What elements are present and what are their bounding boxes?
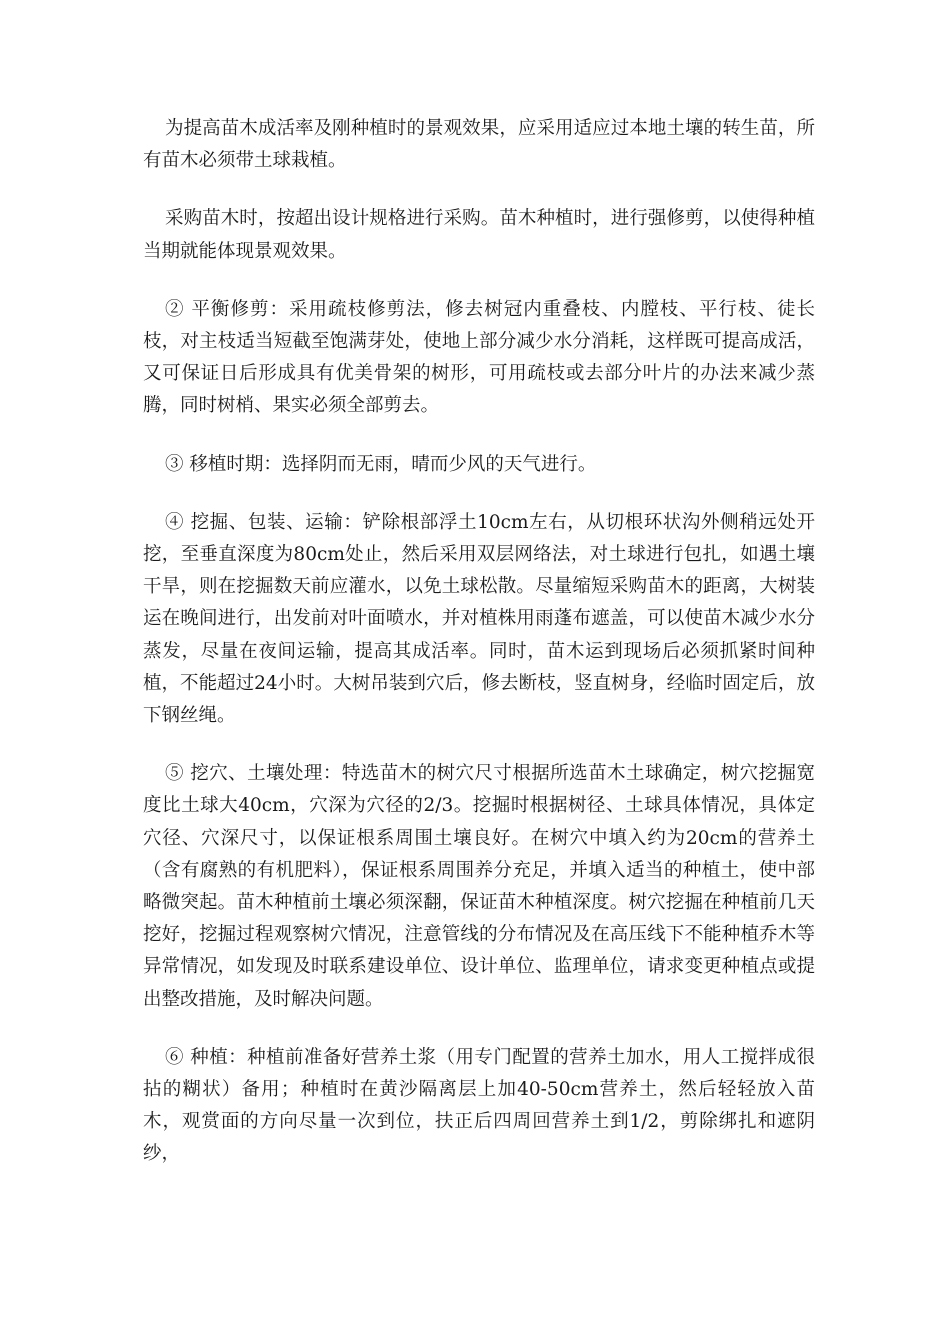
document-body (143, 113, 815, 1197)
paragraph-seedling-purchase: 采购苗木时，按超出设计规格进行采购。苗木种植时，进行强修剪，以使得种植当期就能体现景观效果。 (143, 208, 815, 262)
paragraph-transplant-timing: ③ 移植时期：选择阴而无雨，晴而少风的天气进行。 (165, 453, 597, 475)
paragraph-balanced-pruning: ② 平衡修剪：采用疏枝修剪法，修去树冠内重叠枝、内膛枝、平行枝、徒长枝，对主枝适当短截至饱满芽处，使地上部分减少水分消耗，这样既可提高成活，又可保证日后形成具有优美骨架的树形，可用疏枝或去部分叶片的办法来减少蒸腾，同时树梢、果实必须全部剪去。 (143, 298, 815, 417)
paragraph-seedling-selection: 为提高苗木成活率及刚种植时的景观效果，应采用适应过本地土壤的转生苗，所有苗木必须带土球栽植。 (143, 118, 815, 172)
paragraph-digging-packing-transport: ④ 挖掘、包装、运输：铲除根部浮土10cm左右，从切根环状沟外侧稍远处开挖，至垂直深度为80cm处止，然后采用双层网络法，对土球进行包扎，如遇土壤干旱，则在挖掘数天前应灌水，以免土球松散。尽量缩短采购苗木的距离，大树装运在晚间进行，出发前对叶面喷水，并对植株用雨蓬布遮盖，可以使苗木减少水分蒸发，尽量在夜间运输，提高其成活率。同时，苗木运到现场后必须抓紧时间种植，不能超过24小时。大树吊装到穴后，修去断枝，竖直树身，经临时固定后，放下钢丝绳。 (143, 511, 815, 727)
paragraph-pit-soil-treatment: ⑤ 挖穴、土壤处理：特选苗木的树穴尺寸根据所选苗木土球确定，树穴挖掘宽度比土球大40cm，穴深为穴径的2/3。挖掘时根据树径、土球具体情况，具体定穴径、穴深尺寸，以保证根系周围土壤良好。在树穴中填入约为20cm的营养土（含有腐熟的有机肥料），保证根系周围养分充足，并填入适当的种植土，使中部略微突起。苗木种植前土壤必须深翻，保证苗木种植深度。树穴挖掘在种植前几天挖好，挖掘过程观察树穴情况，注意管线的分布情况及在高压线下不能种植乔木等异常情况，如发现及时联系建设单位、设计单位、监理单位，请求变更种植点或提出整改措施，及时解决问题。 (143, 763, 815, 1010)
paragraph-planting: ⑥ 种植：种植前准备好营养土浆（用专门配置的营养土加水，用人工搅拌成很拈的糊状）备用；种植时在黄沙隔离层上加40-50cm营养土，然后轻轻放入苗木，观赏面的方向尽量一次到位，扶正后四周回营养土到1/2，剪除绑扎和遮阴纱， (143, 1046, 815, 1165)
